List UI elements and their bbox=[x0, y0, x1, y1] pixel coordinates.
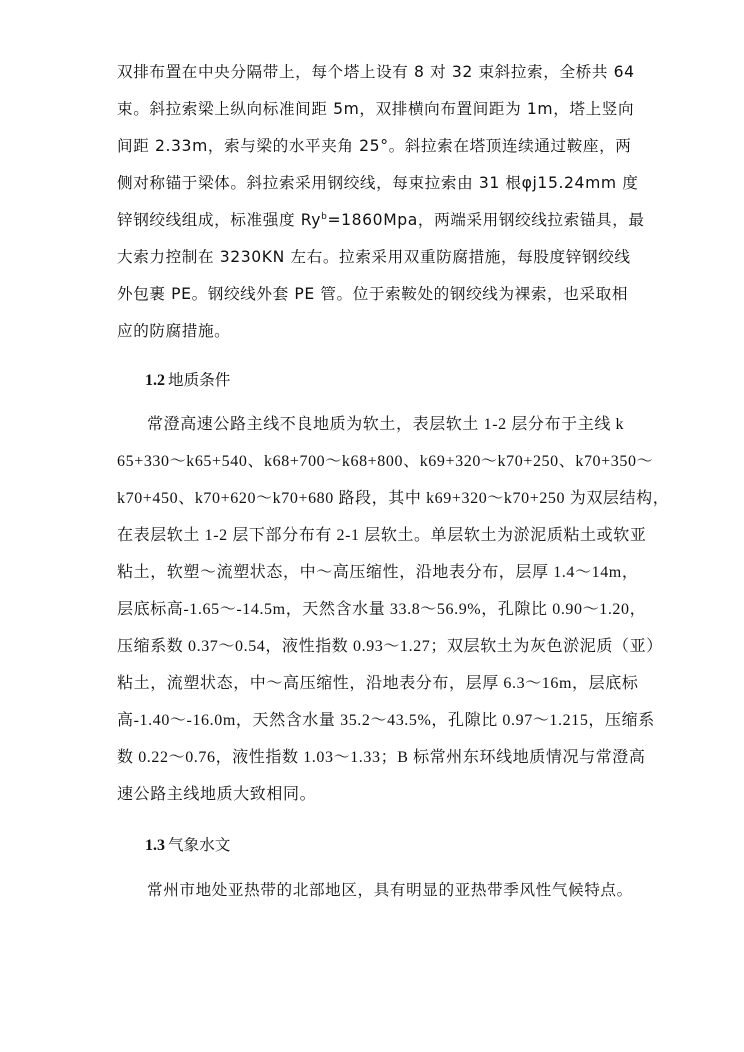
paragraph-1-line-7: 外包裹 PE。钢绞线外套 PE 管。位于索鞍处的钢绞线为裸索，也采取相 bbox=[117, 285, 629, 303]
paragraph-1-line-4: 侧对称锚于梁体。斜拉索采用钢绞线，每束拉索由 31 根φj15.24mm 度 bbox=[117, 174, 639, 192]
paragraph-1-line-8: 应的防腐措施。 bbox=[117, 322, 231, 340]
section-title-1-3: 气象水文 bbox=[168, 836, 231, 854]
paragraph-1-line-5 bbox=[117, 205, 657, 235]
paragraph-2-line-2: 65+330～k65+540、k68+700～k68+800、k69+320～k70+250、k70+350～ bbox=[117, 453, 654, 470]
paragraph-2-line-4: 在表层软土 1-2 层下部分布有 2-1 层软土。单层软土为淤泥质粘土或软亚 bbox=[117, 527, 647, 544]
paragraph-2-line-9: 高-1.40～-16.0m，天然含水量 35.2～43.5%，孔隙比 0.97～1.215，压缩系 bbox=[117, 712, 655, 729]
paragraph-2-line-8: 粘土，流塑状态，中～高压缩性，沿地表分布，层厚 6.3～16m，层底标 bbox=[117, 675, 639, 692]
paragraph-2-line-7: 压缩系数 0.37～0.54，液性指数 0.93～1.27；双层软土为灰色淤泥质（亚） bbox=[117, 638, 663, 655]
paragraph-2-line-1: 常澄高速公路主线不良地质为软土，表层软土 1-2 层分布于主线 k bbox=[147, 416, 625, 433]
paragraph-1-line-3: 间距 2.33m，索与梁的水平夹角 25°。斜拉索在塔顶连续通过鞍座，两 bbox=[117, 137, 632, 155]
paragraph-3-line-1: 常州市地处亚热带的北部地区，具有明显的亚热带季风性气候特点。 bbox=[147, 881, 633, 899]
paragraph-2-line-11: 速公路主线地质大致相同。 bbox=[117, 786, 317, 803]
paragraph-1-line-5-part-2: =1860Mpa，两端采用钢绞线拉索锚具，最 bbox=[327, 211, 645, 229]
paragraph-2-line-3: k70+450、k70+620～k70+680 路段，其中 k69+320～k70+250 为双层结构， bbox=[117, 490, 670, 507]
paragraph-1-line-6: 大索力控制在 3230KN 左右。拉索采用双重防腐措施，每股度锌钢绞线 bbox=[117, 248, 631, 266]
paragraph-1-line-1: 双排布置在中央分隔带上，每个塔上设有 8 对 32 束斜拉索，全桥共 64 bbox=[117, 63, 635, 81]
paragraph-1-line-5-part-1: 锌钢绞线组成，标准强度 Ry bbox=[117, 211, 322, 229]
section-heading-1-3 bbox=[145, 830, 230, 860]
paragraph-2-line-6: 层底标高-1.65～-14.5m，天然含水量 33.8～56.9%，孔隙比 0.90～1.20， bbox=[117, 601, 647, 618]
paragraph-2-line-10: 数 0.22～0.76，液性指数 1.03～1.33；B 标常州东环线地质情况与常澄高 bbox=[117, 749, 646, 766]
paragraph-2-line-5: 粘土，软塑～流塑状态，中～高压缩性，沿地表分布，层厚 1.4～14m， bbox=[117, 564, 639, 581]
strength-superscript: b bbox=[321, 211, 328, 222]
section-heading-1-2 bbox=[145, 365, 230, 395]
section-number-1-3: 1.3 bbox=[145, 837, 165, 854]
section-title-1-2: 地质条件 bbox=[168, 371, 231, 389]
paragraph-1-line-2: 束。斜拉索梁上纵向标准间距 5m，双排横向布置间距为 1m，塔上竖向 bbox=[117, 100, 635, 118]
section-number-1-2: 1.2 bbox=[145, 372, 165, 389]
